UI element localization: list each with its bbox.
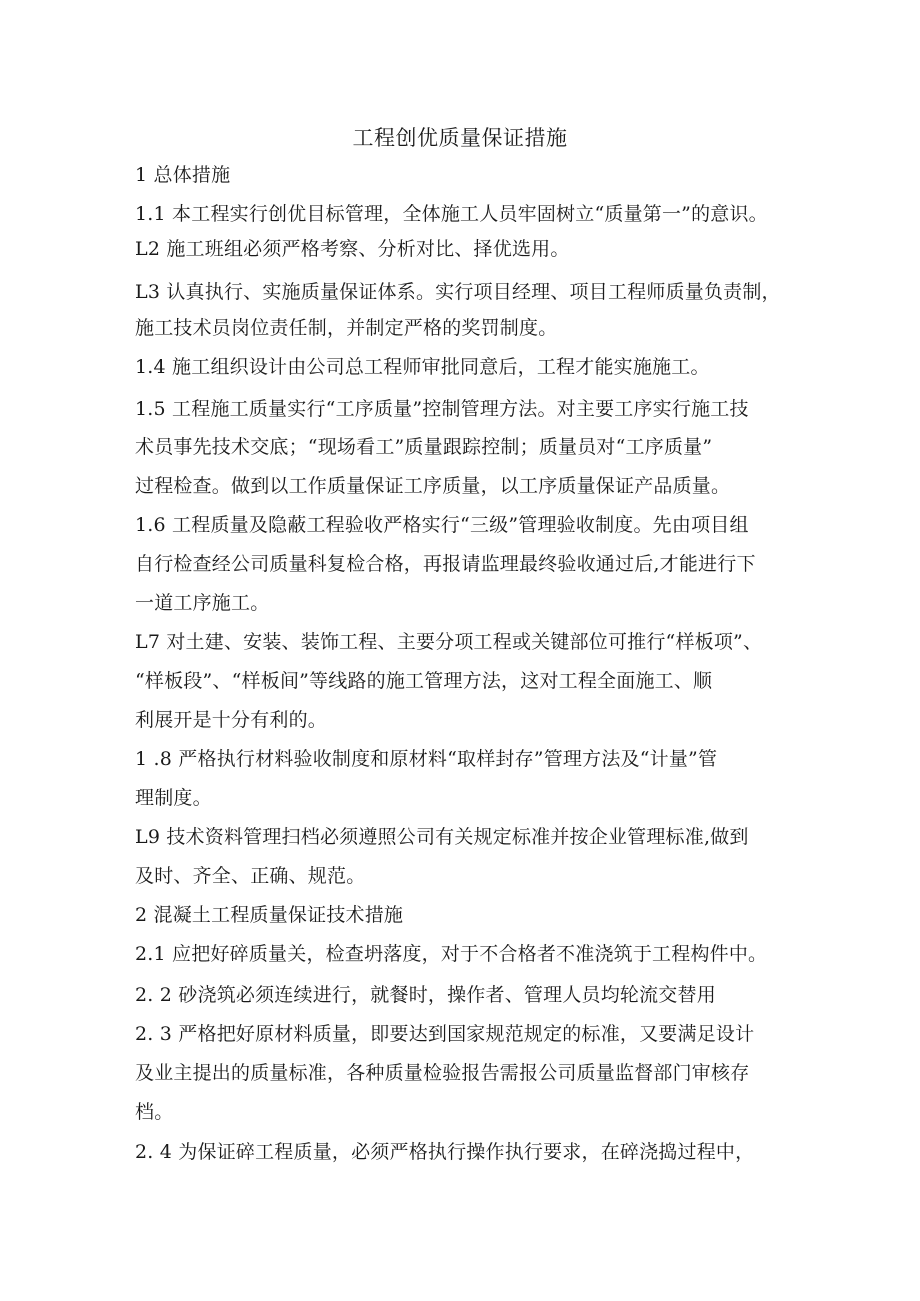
text-line: 2. 3 严格把好原材料质量，即要达到国家规范规定的标准，又要满足设计	[135, 1023, 755, 1045]
section-heading: 2 混凝土工程质量保证技术措施	[135, 904, 404, 926]
text-line: L2 施工班组必须严格考察、分析对比、择优选用。	[135, 238, 570, 260]
text-line: 理制度。	[135, 787, 212, 809]
text-line: 及时、齐全、正确、规范。	[135, 865, 366, 887]
text-line: 施工技术员岗位责任制，并制定严格的奖罚制度。	[135, 317, 558, 339]
text-line: 1.4 施工组织设计由公司总工程师审批同意后，工程才能实施施工。	[135, 356, 710, 378]
text-line: L7 对土建、安装、装饰工程、主要分项工程或关键部位可推行“样板项”、	[135, 631, 763, 653]
text-line: L3 认真执行、实施质量保证体系。实行项目经理、项目工程师质量负责制，	[135, 281, 781, 303]
document-title: 工程创优质量保证措施	[352, 126, 568, 150]
text-line: 2. 2 砂浇筑必须连续进行，就餐时，操作者、管理人员均轮流交替用	[135, 984, 716, 1006]
text-line: 自行检查经公司质量科复检合格，再报请监理最终验收通过后,才能进行下	[135, 553, 756, 575]
text-line: 过程检查。做到以工作质量保证工序质量，以工序质量保证产品质量。	[135, 475, 731, 497]
text-line: 一道工序施工。	[135, 592, 270, 614]
text-line: 利展开是十分有利的。	[135, 709, 328, 731]
text-line: L9 技术资料管理扫档必须遵照公司有关规定标准并按企业管理标准,做到	[135, 826, 749, 848]
text-line: 1 .8 严格执行材料验收制度和原材料“取样封存”管理方法及“计量”管	[135, 748, 718, 770]
text-line: “样板段”、“样板间”等线路的施工管理方法，这对工程全面施工、顺	[135, 670, 713, 692]
text-line: 2. 4 为保证碎工程质量，必须严格执行操作执行要求，在碎浇捣过程中，	[135, 1141, 755, 1163]
text-line: 及业主提出的质量标准，各种质量检验报告需报公司质量监督部门审核存	[135, 1062, 750, 1084]
text-line: 1.1 本工程实行创优目标管理，全体施工人员牢固树立“质量第一”的意识。	[135, 203, 768, 225]
text-line: 2.1 应把好碎质量关，检查坍落度，对于不合格者不准浇筑于工程构件中。	[135, 943, 768, 965]
text-line: 1.5 工程施工质量实行“工序质量”控制管理方法。对主要工序实行施工技	[135, 398, 749, 420]
section-heading: 1 总体措施	[135, 164, 231, 186]
text-line: 档。	[135, 1101, 174, 1123]
text-line: 1.6 工程质量及隐蔽工程验收严格实行“三级”管理验收制度。先由项目组	[135, 514, 749, 536]
text-line: 术员事先技术交底；“现场看工”质量跟踪控制；质量员对“工序质量”	[135, 436, 713, 458]
